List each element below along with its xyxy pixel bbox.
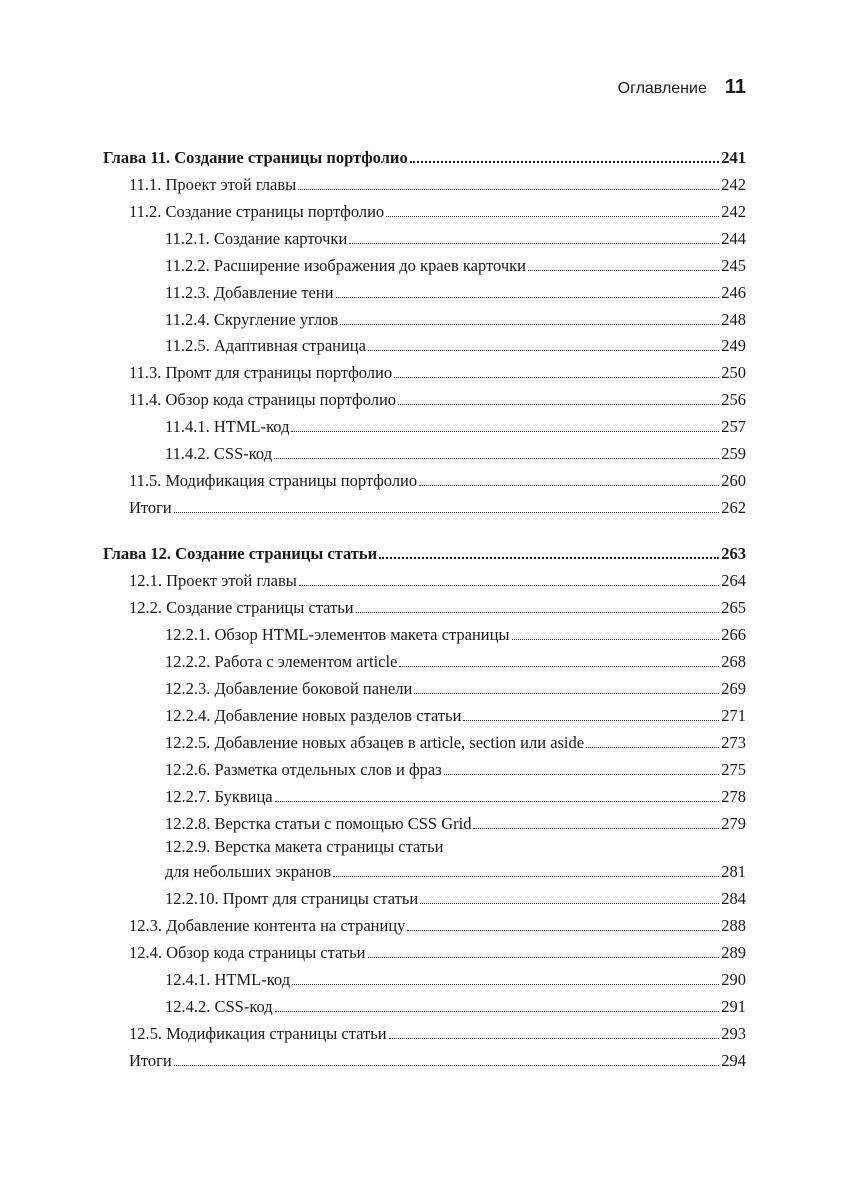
toc-entry[interactable] bbox=[103, 754, 746, 780]
dot-leader bbox=[394, 377, 719, 378]
dot-leader bbox=[420, 903, 719, 904]
toc-entry-title: 12.2.8. Верстка статьи с помощью CSS Grid bbox=[165, 814, 472, 833]
dot-leader bbox=[419, 485, 719, 486]
dot-leader bbox=[174, 512, 719, 513]
toc-entry[interactable] bbox=[103, 411, 746, 437]
toc-entry[interactable] bbox=[103, 492, 746, 518]
toc-entry-title: 12.2.6. Разметка отдельных слов и фраз bbox=[165, 760, 442, 779]
running-head bbox=[618, 76, 746, 99]
toc-entry[interactable] bbox=[103, 169, 746, 195]
toc-entry-title: Глава 12. Создание страницы статьи bbox=[103, 544, 378, 563]
dot-leader bbox=[586, 747, 719, 748]
toc-entry-page: 257 bbox=[721, 417, 746, 436]
toc-entry[interactable] bbox=[103, 304, 746, 330]
dot-leader bbox=[368, 350, 719, 351]
toc-entry-page: 278 bbox=[721, 787, 746, 806]
toc-entry-page: 268 bbox=[721, 652, 746, 671]
toc-entry[interactable] bbox=[103, 438, 746, 464]
toc-entry[interactable] bbox=[103, 565, 746, 591]
toc-entry[interactable] bbox=[103, 910, 746, 936]
toc-entry[interactable] bbox=[103, 883, 746, 909]
dot-leader bbox=[463, 720, 719, 721]
toc-entry[interactable] bbox=[103, 277, 746, 303]
toc-entry-title: 12.1. Проект этой главы bbox=[129, 571, 297, 590]
page-number: 11 bbox=[724, 76, 746, 98]
dot-leader bbox=[379, 557, 719, 559]
toc-entry[interactable] bbox=[103, 700, 746, 726]
toc-entry[interactable] bbox=[103, 673, 746, 699]
dot-leader bbox=[340, 324, 719, 325]
toc-entry-title: 11.2.2. Расширение изображения до краев карточки bbox=[165, 256, 526, 275]
toc-entry[interactable] bbox=[103, 330, 746, 356]
toc-entry-page: 241 bbox=[721, 148, 746, 167]
dot-leader bbox=[414, 693, 719, 694]
toc-entry-title: 12.2.5. Добавление новых абзацев в article, section или aside bbox=[165, 733, 585, 752]
toc-entry-page: 281 bbox=[721, 862, 746, 881]
toc-entry[interactable] bbox=[103, 465, 746, 491]
toc-entry-title: 11.2.5. Адаптивная страница bbox=[165, 336, 366, 355]
dot-leader bbox=[275, 1011, 720, 1012]
toc-entry-page: 275 bbox=[721, 760, 746, 779]
dot-leader bbox=[473, 828, 719, 829]
toc-entry-title: 11.2.3. Добавление тени bbox=[165, 283, 334, 302]
toc-entry-page: 259 bbox=[721, 444, 746, 463]
dot-leader bbox=[291, 431, 719, 432]
toc-entry-title: 12.2.7. Буквица bbox=[165, 787, 273, 806]
toc-entry-page: 279 bbox=[721, 814, 746, 833]
toc-entry-page: 289 bbox=[721, 943, 746, 962]
toc-entry-title: Итоги bbox=[129, 498, 172, 517]
toc-entry-page: 262 bbox=[721, 498, 746, 517]
toc-entry[interactable] bbox=[103, 357, 746, 383]
toc-entry-page: 290 bbox=[721, 970, 746, 989]
dot-leader bbox=[512, 639, 720, 640]
toc-entry-title: Итоги bbox=[129, 1051, 172, 1070]
dot-leader bbox=[389, 1038, 720, 1039]
section-title: Оглавление bbox=[617, 80, 707, 97]
dot-leader bbox=[386, 216, 719, 217]
dot-leader bbox=[410, 161, 720, 163]
dot-leader bbox=[298, 189, 719, 190]
toc-entry[interactable] bbox=[103, 964, 746, 990]
toc-entry-page: 260 bbox=[721, 471, 746, 490]
toc-entry[interactable] bbox=[103, 592, 746, 618]
toc-entry-title: 12.4.1. HTML-код bbox=[165, 970, 291, 989]
toc-entry-page: 293 bbox=[721, 1024, 746, 1043]
dot-leader bbox=[368, 957, 720, 958]
toc-entry[interactable] bbox=[103, 223, 746, 249]
dot-leader bbox=[336, 297, 720, 298]
toc-entry-page: 249 bbox=[721, 336, 746, 355]
toc-entry[interactable] bbox=[103, 250, 746, 276]
toc-entry[interactable] bbox=[103, 1045, 746, 1071]
toc-entry-page: 264 bbox=[721, 571, 746, 590]
dot-leader bbox=[275, 801, 720, 802]
dot-leader bbox=[356, 612, 720, 613]
dot-leader bbox=[174, 1065, 719, 1066]
toc-entry-title: 11.4.1. HTML-код bbox=[165, 417, 290, 436]
toc-entry[interactable] bbox=[103, 937, 746, 963]
toc-entry-page: 248 bbox=[721, 310, 746, 329]
toc-entry-title: 11.2. Создание страницы портфолио bbox=[129, 202, 385, 221]
toc-entry[interactable] bbox=[103, 856, 746, 882]
toc-entry-title: 12.2. Создание страницы статьи bbox=[129, 598, 354, 617]
toc-entry-page: 244 bbox=[721, 229, 746, 248]
dot-leader bbox=[299, 585, 719, 586]
dot-leader bbox=[274, 458, 719, 459]
dot-leader bbox=[444, 774, 720, 775]
toc-entry-page: 256 bbox=[721, 390, 746, 409]
toc-entry-title: 12.4.2. CSS-код bbox=[165, 997, 273, 1016]
toc-entry-page: 263 bbox=[721, 544, 746, 563]
toc-entry-page: 266 bbox=[721, 625, 746, 644]
toc-entry[interactable] bbox=[103, 991, 746, 1017]
toc-entry-title: 11.4.2. CSS-код bbox=[165, 444, 273, 463]
toc-entry-page: 250 bbox=[721, 363, 746, 382]
toc-entry-title: 11.3. Промт для страницы портфолио bbox=[129, 363, 393, 382]
toc-entry-page: 294 bbox=[721, 1051, 746, 1070]
toc-entry[interactable] bbox=[103, 808, 746, 834]
toc-entry-title: Глава 11. Создание страницы портфолио bbox=[103, 148, 408, 167]
toc-entry[interactable] bbox=[103, 781, 746, 807]
toc-entry-title: 11.2.1. Создание карточки bbox=[165, 229, 348, 248]
dot-leader bbox=[349, 243, 719, 244]
dot-leader bbox=[407, 930, 719, 931]
toc-entry[interactable] bbox=[103, 646, 746, 672]
dot-leader bbox=[292, 984, 719, 985]
toc-chapter-11[interactable] bbox=[103, 142, 746, 168]
toc-entry[interactable] bbox=[103, 196, 746, 222]
toc-entry-title: 12.2.3. Добавление боковой панели bbox=[165, 679, 413, 698]
toc-entry-title: 11.4. Обзор кода страницы портфолио bbox=[129, 390, 397, 409]
dot-leader bbox=[333, 876, 719, 877]
toc-entry-page: 265 bbox=[721, 598, 746, 617]
toc-entry-title: 11.1. Проект этой главы bbox=[129, 175, 297, 194]
toc-entry-title: 12.4. Обзор кода страницы статьи bbox=[129, 943, 366, 962]
toc-entry-title: 12.2.4. Добавление новых разделов статьи bbox=[165, 706, 462, 725]
toc-entry-page: 246 bbox=[721, 283, 746, 302]
toc-entry-page: 245 bbox=[721, 256, 746, 275]
toc-entry[interactable] bbox=[103, 727, 746, 753]
dot-leader bbox=[528, 270, 719, 271]
toc-entry[interactable] bbox=[103, 1018, 746, 1044]
toc-entry-page: 288 bbox=[721, 916, 746, 935]
toc-entry-title: 12.2.1. Обзор HTML-элементов макета страницы bbox=[165, 625, 510, 644]
toc-entry-title: 12.3. Добавление контента на страницу bbox=[129, 916, 406, 935]
toc-entry[interactable] bbox=[103, 384, 746, 410]
toc-entry-title: 12.2.2. Работа с элементом article bbox=[165, 652, 398, 671]
toc-entry-title: 11.2.4. Скругление углов bbox=[165, 310, 339, 329]
toc-entry-page: 273 bbox=[721, 733, 746, 752]
toc-entry-page: 291 bbox=[721, 997, 746, 1016]
dot-leader bbox=[398, 404, 719, 405]
toc-entry-title-line1[interactable]: 12.2.9. Верстка макета страницы статьи bbox=[165, 837, 444, 856]
toc-entry-title: 11.5. Модификация страницы портфолио bbox=[129, 471, 418, 490]
toc-chapter-12[interactable] bbox=[103, 538, 746, 564]
toc-entry[interactable] bbox=[103, 619, 746, 645]
toc-entry-page: 242 bbox=[721, 175, 746, 194]
toc-entry-page: 242 bbox=[721, 202, 746, 221]
toc-entry-page: 284 bbox=[721, 889, 746, 908]
toc-entry-page: 269 bbox=[721, 679, 746, 698]
toc-entry-title: 12.2.10. Промт для страницы статьи bbox=[165, 889, 419, 908]
toc-entry-title-line2: для небольших экранов bbox=[165, 862, 332, 881]
toc-entry-title: 12.5. Модификация страницы статьи bbox=[129, 1024, 387, 1043]
dot-leader bbox=[399, 666, 719, 667]
toc-entry-page: 271 bbox=[721, 706, 746, 725]
